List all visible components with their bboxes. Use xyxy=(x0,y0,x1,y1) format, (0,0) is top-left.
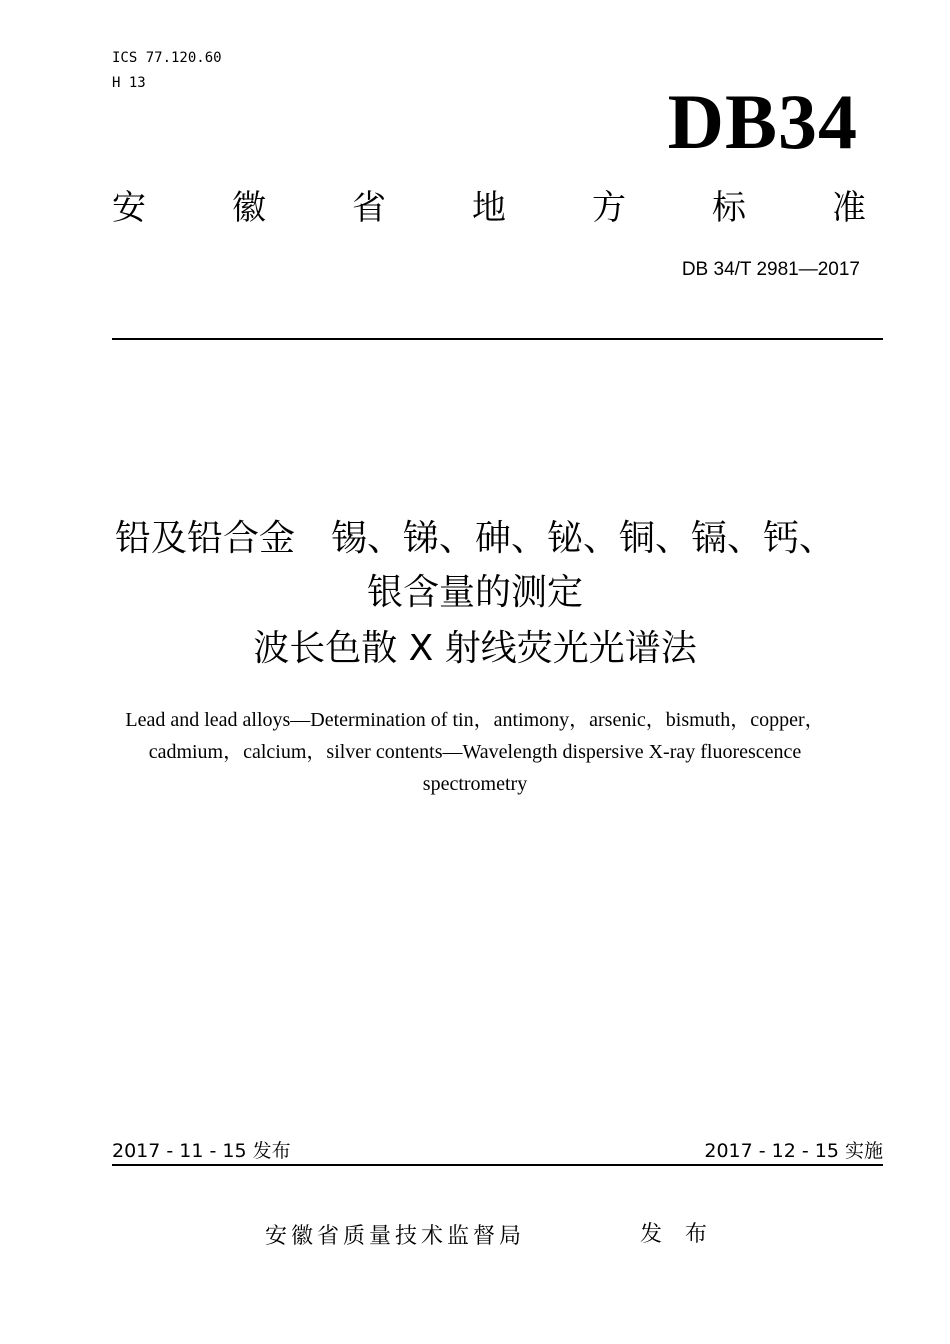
publisher-name: 安徽省质量技术监督局 xyxy=(265,1224,526,1249)
standard-number: DB 34/T 2981—2017 xyxy=(681,259,860,280)
standard-type-char: 准 xyxy=(832,188,866,228)
title-en-line-1: Lead and lead alloys—Determination of tin，antimony，arsenic，bismuth，copper， xyxy=(125,709,825,731)
title-en-line-2: cadmium，calcium，silver contents—Wavelength dispersive X-ray fluorescence xyxy=(148,741,802,763)
standard-type-char: 徽 xyxy=(232,188,266,228)
standard-type-char: 地 xyxy=(472,188,506,228)
standard-type-char: 方 xyxy=(592,188,626,228)
title-en-line-3: spectrometry xyxy=(422,773,528,795)
bottom-divider xyxy=(112,1164,883,1166)
title-cn-line-2: 银含量的测定 xyxy=(366,572,583,613)
implementation-date: 2017 - 12 - 15 实施 xyxy=(704,1140,883,1162)
issue-date: 2017 - 11 - 15 发布 xyxy=(112,1140,291,1162)
standard-type-heading xyxy=(112,186,866,230)
standard-type-char: 标 xyxy=(712,188,746,228)
title-cn-line-3: 波长色散 X 射线荧光光谱法 xyxy=(253,628,697,669)
top-divider xyxy=(112,338,883,340)
db-code-logo: DB34 xyxy=(667,78,858,165)
standard-type-char: 安 xyxy=(112,188,146,228)
publish-word: 发 布 xyxy=(640,1222,715,1247)
standard-type-char: 省 xyxy=(352,188,386,228)
ics-code: ICS 77.120.60 xyxy=(112,50,222,66)
ccs-code: H 13 xyxy=(112,75,146,91)
title-cn-line-1: 铅及铅合金 锡、锑、砷、铋、铜、镉、钙、 xyxy=(114,518,835,559)
